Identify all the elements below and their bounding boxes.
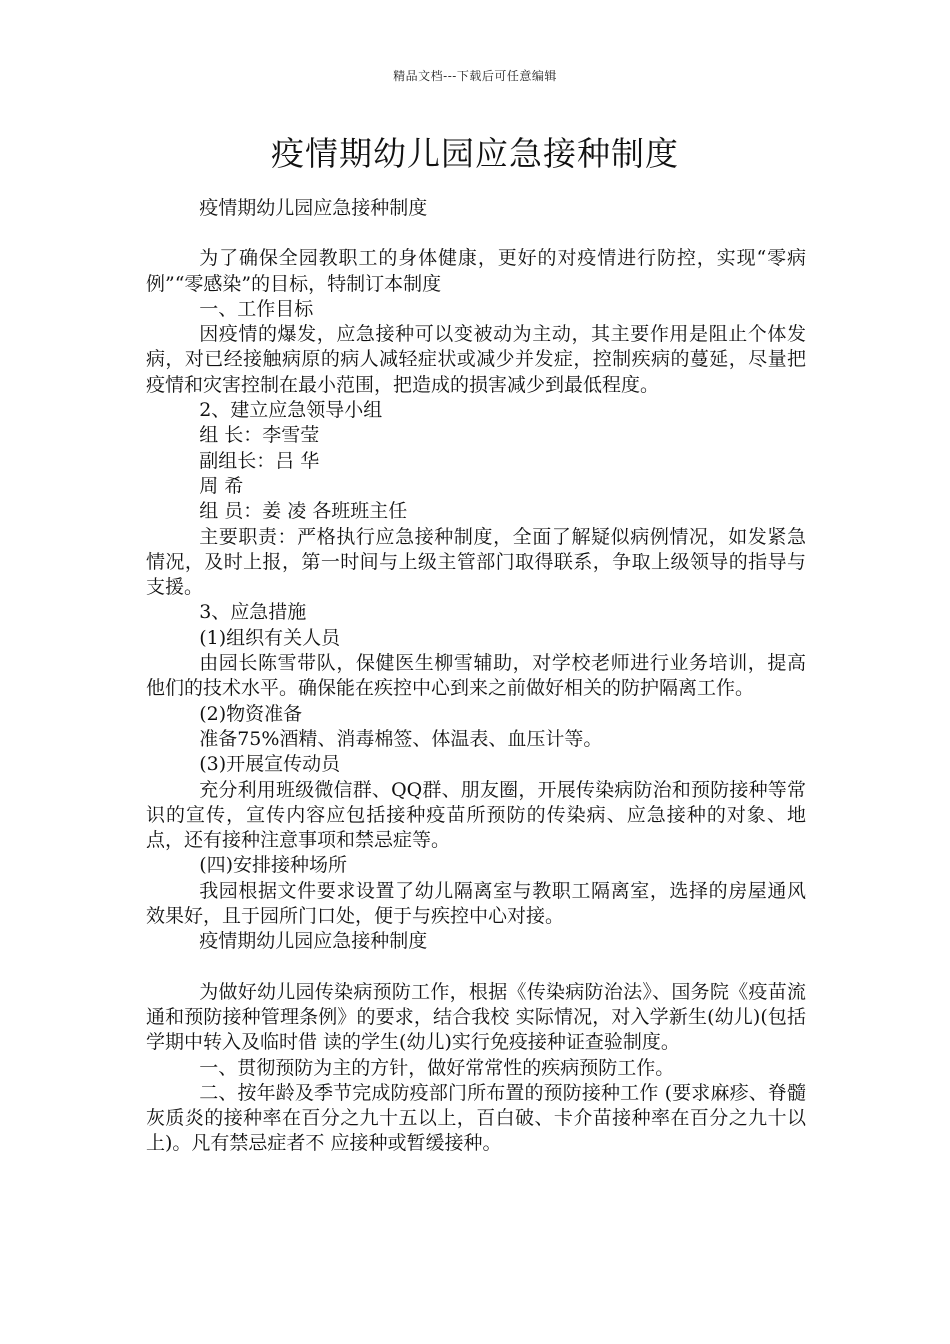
body-paragraph: 2、建立应急领导小组 bbox=[199, 399, 383, 422]
body-paragraph: 为了确保全园教职工的身体健康，更好的对疫情进行防控，实现“零病例”“零感染”的目标，特制订本制度 bbox=[146, 247, 806, 295]
document-title: 疫情期幼儿园应急接种制度 bbox=[271, 134, 679, 173]
body-paragraph: 因疫情的爆发，应急接种可以变被动为主动，其主要作用是阻止个体发病，对已经接触病原的病人减轻症状或减少并发症，控制疾病的蔓延，尽量把疫情和灾害控制在最小范围，把造成的损害减少到最低程度。 bbox=[146, 323, 806, 396]
body-paragraph: 一、贯彻预防为主的方针，做好常常性的疾病预防工作。 bbox=[199, 1056, 675, 1079]
body-paragraph: 组 长：李雪莹 bbox=[199, 424, 320, 447]
body-paragraph: 由园长陈雪带队，保健医生柳雪辅助，对学校老师进行业务培训，提高他们的技术水平。确保能在疾控中心到来之前做好相关的防护隔离工作。 bbox=[146, 652, 806, 700]
body-paragraph: (1)组织有关人员 bbox=[199, 626, 341, 649]
body-paragraph: 为做好幼儿园传染病预防工作，根据《传染病防治法》、国务院《疫苗流通和预防接种管理条例》的要求，结合我校 实际情况，对入学新生(幼儿)(包括学期中转入及临时借 读的学生(幼儿)实行免疫接种证查验制度。 bbox=[146, 980, 806, 1054]
body-paragraph: 二、按年龄及季节完成防疫部门所布置的预防接种工作 (要求麻疹、脊髓灰质炎的接种率在百分之九十五以上，百白破、卡介苗接种率在百分之九十以上)。凡有禁忌症者不 应接种或暂缓接种。 bbox=[146, 1081, 806, 1155]
body-paragraph: 3、应急措施 bbox=[199, 601, 307, 624]
body-paragraph: 周 希 bbox=[199, 474, 244, 497]
body-paragraph: 主要职责：严格执行应急接种制度，全面了解疑似病例情况，如发紧急情况，及时上报，第一时间与上级主管部门取得联系，争取上级领导的指导与支援。 bbox=[146, 525, 806, 599]
body-paragraph: 我园根据文件要求设置了幼儿隔离室与教职工隔离室，选择的房屋通风效果好，且于园所门口处，便于与疾控中心对接。 bbox=[146, 879, 806, 928]
body-paragraph: (四)安排接种场所 bbox=[199, 854, 348, 877]
body-paragraph: (3)开展宣传动员 bbox=[199, 753, 341, 776]
body-paragraph: 一、工作目标 bbox=[199, 297, 314, 320]
body-paragraph: (2)物资准备 bbox=[199, 702, 303, 725]
paragraph-gap bbox=[146, 221, 806, 246]
document-body bbox=[146, 196, 806, 1157]
body-paragraph: 充分利用班级微信群、QQ群、朋友圈，开展传染病防治和预防接种等常识的宣传，宣传内容应包括接种疫苗所预防的传染病、应急接种的对象、地点，还有接种注意事项和禁忌症等。 bbox=[146, 778, 806, 852]
body-paragraph: 准备75%酒精、消毒棉签、体温表、血压计等。 bbox=[199, 727, 603, 750]
body-paragraph: 组 员：姜 凌 各班班主任 bbox=[199, 500, 408, 523]
header-note: 精品文档---下载后可任意编辑 bbox=[393, 69, 557, 83]
paragraph-gap bbox=[146, 955, 806, 980]
body-paragraph: 疫情期幼儿园应急接种制度 bbox=[199, 197, 428, 219]
body-paragraph: 副组长：吕 华 bbox=[199, 449, 320, 472]
body-paragraph: 疫情期幼儿园应急接种制度 bbox=[199, 930, 428, 953]
